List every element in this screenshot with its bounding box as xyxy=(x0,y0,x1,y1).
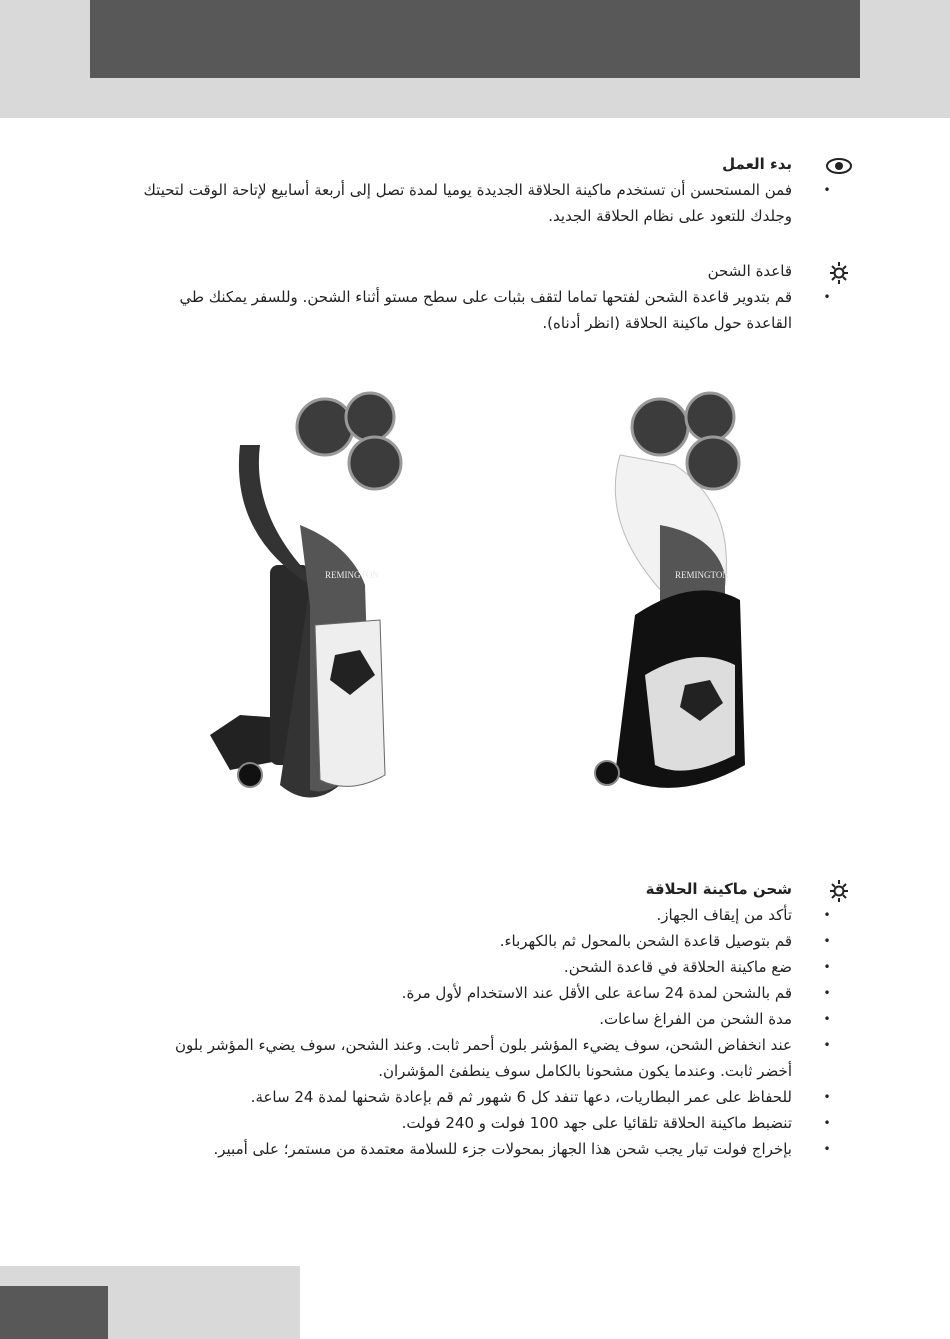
brand-label: REMINGTON xyxy=(675,570,729,580)
list-item: • تنضبط ماكينة الحلاقة تلقائيا على جهد 100 فولت و 240 فولت. xyxy=(401,1114,831,1132)
list-item: • فمن المستحسن أن تستخدم ماكينة الحلاقة الجديدة يوميا لمدة تصل إلى أربعة أسابيع لإتاحة الوقت لتحيتك وجلدك للتعود على نظام الحلاقة الجديد. xyxy=(143,181,831,225)
list-item: • قم بالشحن لمدة 24 ساعة على الأقل عند الاستخدام لأول مرة. xyxy=(401,984,831,1002)
section-charging-stand xyxy=(142,260,831,336)
sun-icon xyxy=(826,262,852,284)
section-title: شحن ماكينة الحلاقة xyxy=(645,880,792,898)
section-title: بدء العمل xyxy=(722,155,792,173)
sun-icon xyxy=(826,880,852,902)
list-item: • مدة الشحن من الفراغ ساعات. xyxy=(599,1010,831,1028)
eye-icon xyxy=(826,155,852,177)
section-charging-shaver xyxy=(142,878,831,1162)
list-item: • بإخراج فولت تيار يجب شحن هذا الجهاز بمحولات جزء للسلامة معتمدة من مستمر؛ على أمبير. xyxy=(213,1140,831,1158)
footer-bar xyxy=(0,1286,108,1339)
shaver-with-stand-illustration xyxy=(190,385,410,815)
list-item: • للحفاظ على عمر البطاريات، دعها تنفد كل 6 شهور ثم قم بإعادة شحنها لمدة 24 ساعة. xyxy=(250,1088,831,1106)
list-item: • ضع ماكينة الحلاقة في قاعدة الشحن. xyxy=(563,958,831,976)
brand-label: REMINGTON xyxy=(325,570,379,580)
header-bar xyxy=(90,0,860,78)
shaver-folded-stand-illustration xyxy=(545,385,765,815)
list-item: • قم بتدوير قاعدة الشحن لفتحها تماما لتقف بثبات على سطح مستو أثناء الشحن. وللسفر يمكنك طي القاعدة حول ماكينة الحلاقة (انظر أدناه). xyxy=(179,288,831,332)
section-getting-started xyxy=(142,153,831,229)
section-title: قاعدة الشحن xyxy=(707,262,792,280)
list-item: • عند انخفاض الشحن، سوف يضيء المؤشر بلون أحمر ثابت. وعند الشحن، سوف يضيء المؤشر بلون أخضر ثابت. وعندما يكون مشحونا بالكامل سوف ينطفئ المؤشران. xyxy=(175,1036,831,1080)
list-item: • قم بتوصيل قاعدة الشحن بالمحول ثم بالكهرباء. xyxy=(499,932,831,950)
list-item: • تأكد من إيقاف الجهاز. xyxy=(656,906,831,924)
